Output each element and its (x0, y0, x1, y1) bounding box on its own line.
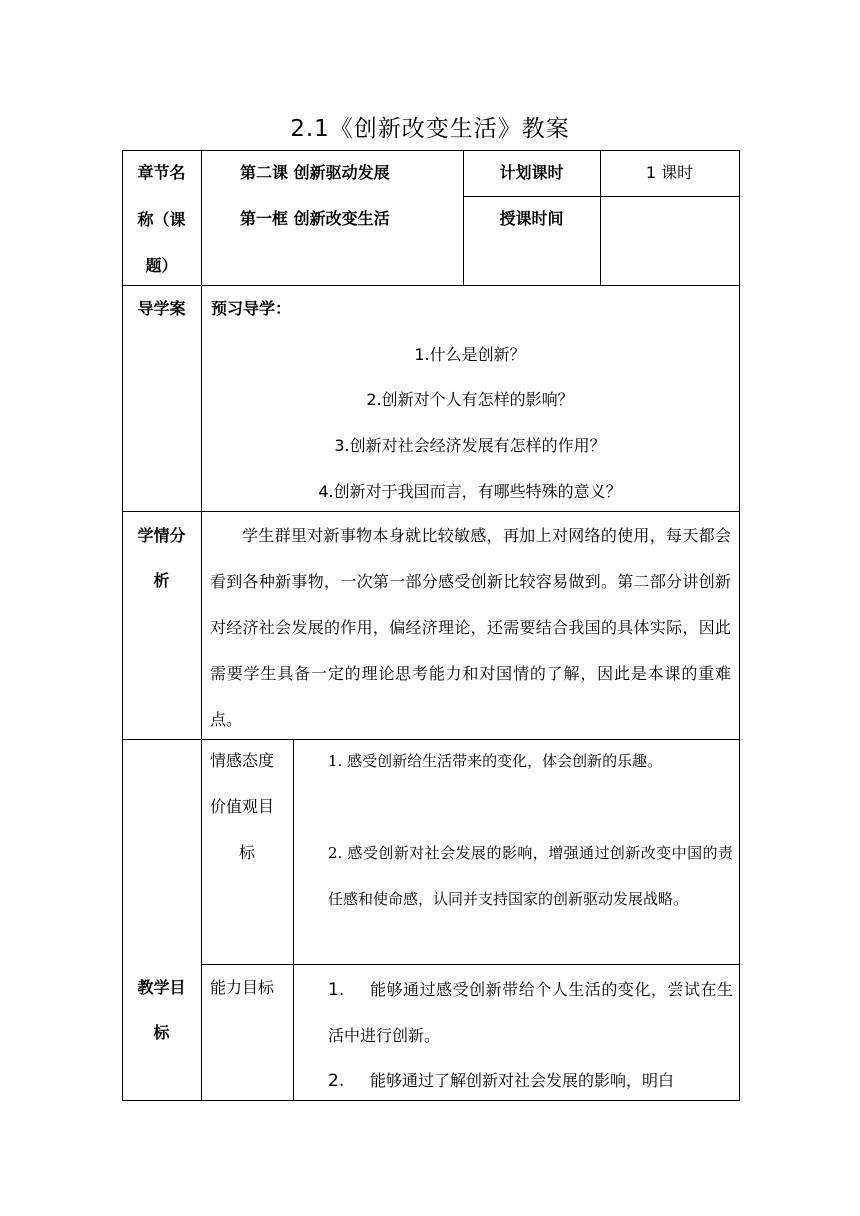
document-title: 2.1《创新改变生活》教案 (290, 116, 570, 142)
question-item: 4.创新对于我国而言，有哪些特殊的意义？ (318, 482, 622, 501)
question-item: 2.创新对个人有怎样的影响？ (366, 390, 574, 409)
ability-goal-label: 能力目标 (210, 978, 275, 997)
class-time-label: 授课时间 (499, 209, 564, 228)
lesson-name: 第二课 创新驱动发展 (240, 163, 390, 182)
section-name: 第一框 创新改变生活 (240, 209, 390, 228)
analysis-text: 学生群里对新事物本身就比较敏感，再加上对网络的使用，每天都会看到各种新事物，一次第一部分感受创新比较容易做到。第二部分讲创新对经济社会发展的作用，偏经济理论，还需要结合我国的具体实际，因此需要学生具备一定的理论思考能力和对国情的了解，因此是本课的重难点。 (210, 526, 731, 729)
planned-hours-value: 1 课时 (645, 163, 694, 182)
emotion-goal-item: 1. 感受创新给生活带来的变化，体会创新的乐趣。 (328, 752, 663, 770)
question-item: 3.创新对社会经济发展有怎样的作用？ (334, 436, 606, 455)
planned-hours-label: 计划课时 (499, 163, 564, 182)
guide-label: 导学案 (137, 299, 186, 318)
emotion-goal-item: 2. 感受创新对社会发展的影响，增强通过创新改变中国的责任感和使命感，认同并支持国家的创新驱动发展战略。 (328, 844, 733, 908)
question-item: 1.什么是创新？ (414, 345, 526, 364)
guide-heading: 预习导学： (211, 299, 292, 318)
